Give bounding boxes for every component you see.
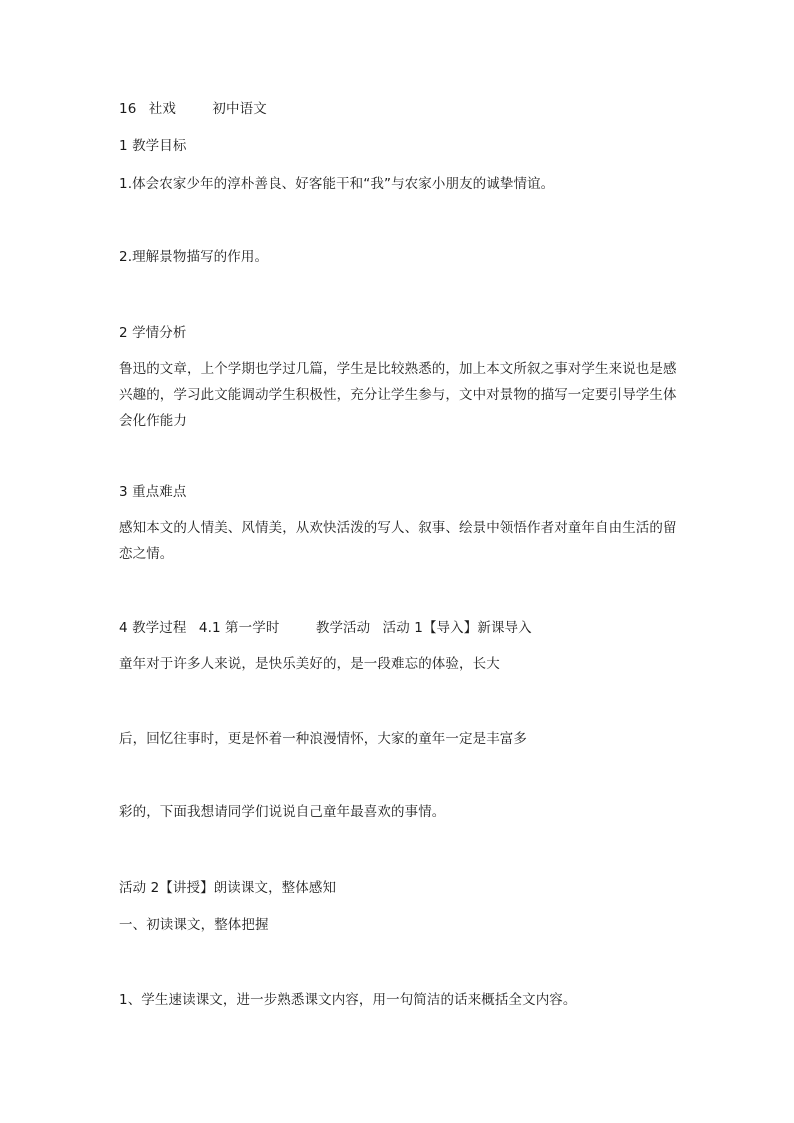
process-title: 4 教学过程 <box>119 620 187 636</box>
activity-1-title: 活动 1【导入】新课导入 <box>382 620 532 636</box>
keypoints-paragraph: 感知本文的人情美、风情美，从欢快活泼的写人、叙事、绘景中领悟作者对童年自由生活的留恋之情。 <box>119 520 677 562</box>
intro-line-2: 后，回忆往事时，更是怀着一种浪漫情怀，大家的童年一定是丰富多 <box>119 731 527 747</box>
activity-2-title: 活动 2【讲授】朗读课文，整体感知 <box>119 880 337 896</box>
lesson-title: 社戏 <box>148 101 176 117</box>
section-heading-analysis: 2 学情分析 <box>119 325 187 341</box>
lesson-header <box>119 96 689 122</box>
goal-item-2: 2.理解景物描写的作用。 <box>119 249 269 265</box>
goal-item-1: 1.体会农家少年的淳朴善良、好客能干和“我”与农家小朋友的诚挚情谊。 <box>119 176 555 192</box>
step-1-heading: 一、初读课文，整体把握 <box>119 917 269 933</box>
section-heading-goals: 1 教学目标 <box>119 138 187 154</box>
process-heading <box>119 615 689 641</box>
lesson-number: 16 <box>119 101 137 117</box>
step-1-item: 1、学生速读课文，进一步熟悉课文内容，用一句简洁的话来概括全文内容。 <box>119 992 577 1008</box>
process-subsection: 4.1 第一学时 <box>198 620 280 636</box>
activity-label: 教学活动 <box>315 620 371 636</box>
intro-line-1: 童年对于许多人来说，是快乐美好的，是一段难忘的体验，长大 <box>119 656 500 672</box>
lesson-subject: 初中语文 <box>212 101 267 117</box>
intro-line-3: 彩的，下面我想请同学们说说自己童年最喜欢的事情。 <box>119 804 446 820</box>
section-heading-keypoints: 3 重点难点 <box>119 484 187 500</box>
analysis-paragraph: 鲁迅的文章，上个学期也学过几篇，学生是比较熟悉的，加上本文所叙之事对学生来说也是感兴趣的，学习此文能调动学生积极性，充分让学生参与，文中对景物的描写一定要引导学生体会化作能力 <box>119 361 677 429</box>
